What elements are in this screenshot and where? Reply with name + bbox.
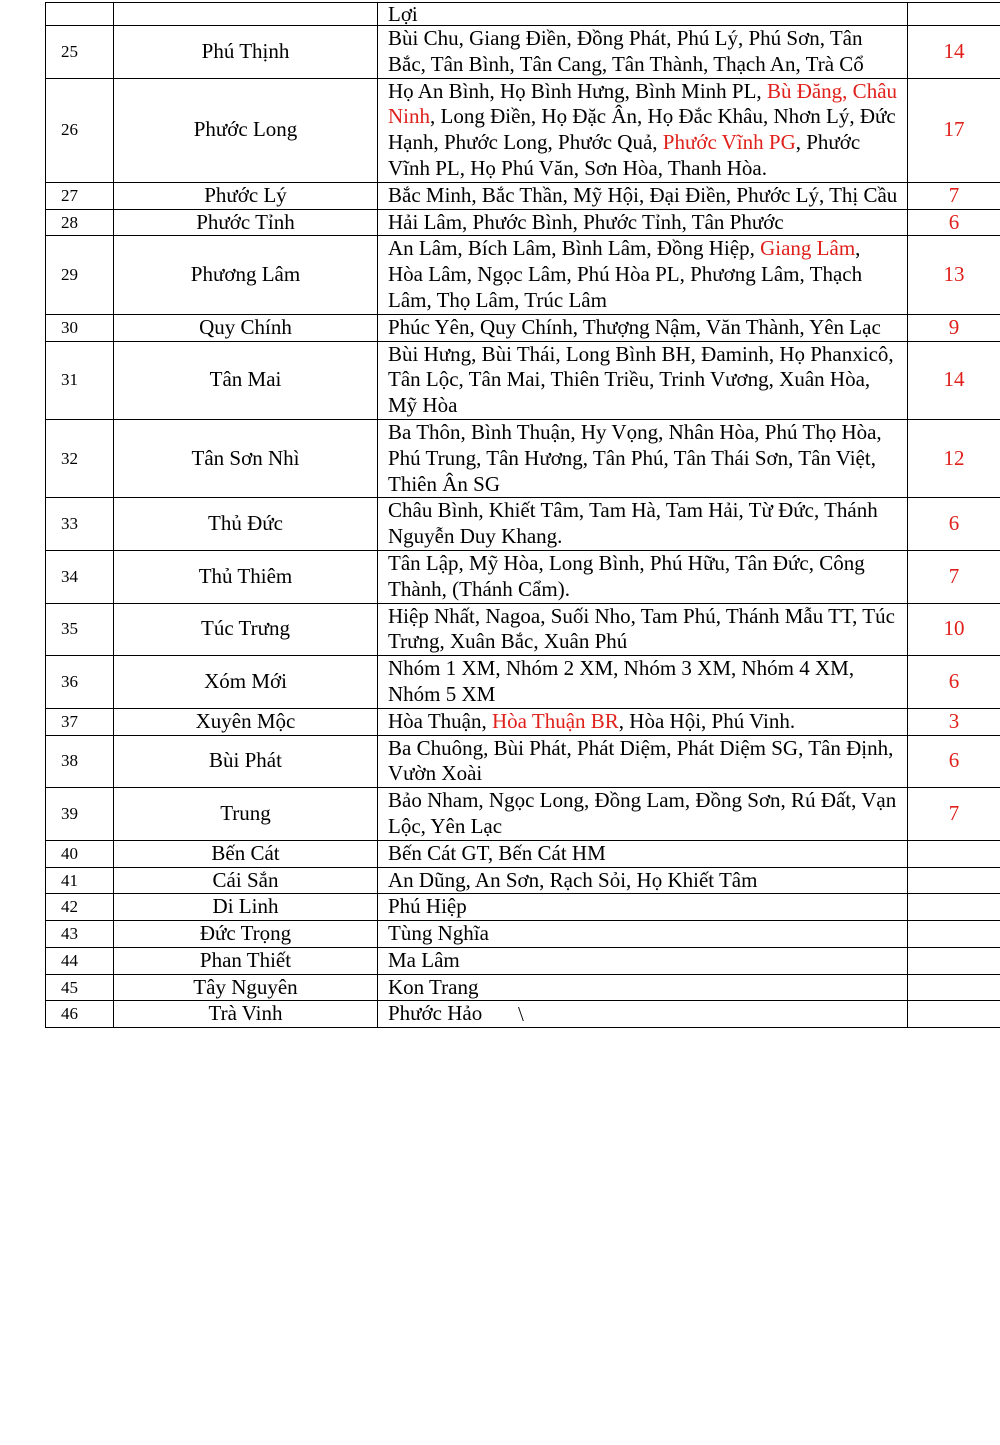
- parish-table-body: [46, 3, 1000, 1028]
- parish-list: [378, 78, 908, 182]
- parish-count: 7: [908, 550, 1000, 603]
- parish-text: Phúc Yên, Quy Chính, Thượng Nậm, Văn Thành, Yên Lạc: [388, 314, 881, 339]
- parish-list: [378, 788, 908, 841]
- row-number: 26: [46, 78, 114, 182]
- parish-text: , Phước Vĩnh PL, Họ Phú Văn, Sơn Hòa, Thanh Hòa.: [388, 130, 861, 180]
- parish-count: 6: [908, 735, 1000, 788]
- deanery-name: [114, 3, 378, 26]
- deanery-name: Cái Sắn: [114, 867, 378, 894]
- parish-list: [378, 498, 908, 551]
- parish-text: Ba Chuông, Bùi Phát, Phát Diệm, Phát Diệm SG, Tân Định, Vườn Xoài: [388, 735, 894, 786]
- parish-text: Hải Lâm, Phước Bình, Phước Tỉnh, Tân Phước: [388, 209, 784, 234]
- parish-text: Lợi: [388, 2, 418, 26]
- footer-mark: \: [518, 1002, 524, 1026]
- deanery-name: Túc Trưng: [114, 603, 378, 656]
- table-row: [46, 708, 1000, 735]
- parish-text: , Long Điền, Họ Đặc Ân, Họ Đắc Khâu, Nhơn Lý, Đức Hạnh, Phước Long, Phước Quả,: [388, 104, 896, 155]
- table-row: [46, 550, 1000, 603]
- deanery-name: Xuyên Mộc: [114, 708, 378, 735]
- row-number: 32: [46, 419, 114, 497]
- parish-list: [378, 209, 908, 236]
- parish-text: Hòa Thuận,: [388, 708, 493, 733]
- parish-list: [378, 314, 908, 341]
- table-row: [46, 867, 1000, 894]
- parish-text: Tùng Nghĩa: [388, 921, 489, 946]
- parish-count: 14: [908, 26, 1000, 79]
- row-number: 44: [46, 947, 114, 974]
- parish-count: 13: [908, 236, 1000, 314]
- parish-list: [378, 708, 908, 735]
- row-number: 29: [46, 236, 114, 314]
- table-row: [46, 236, 1000, 314]
- parish-list: [378, 974, 908, 1001]
- table-row: [46, 656, 1000, 709]
- parish-count: [908, 947, 1000, 974]
- table-row: [46, 26, 1000, 79]
- table-row: [46, 314, 1000, 341]
- deanery-name: Di Linh: [114, 894, 378, 921]
- deanery-name: Quy Chính: [114, 314, 378, 341]
- parish-highlight: Phước Vĩnh PG: [662, 130, 796, 155]
- parish-count: [908, 1001, 1000, 1028]
- table-row: [46, 921, 1000, 948]
- deanery-name: Bùi Phát: [114, 735, 378, 788]
- deanery-name: Phương Lâm: [114, 236, 378, 314]
- parish-count: [908, 3, 1000, 26]
- parish-count: 10: [908, 603, 1000, 656]
- parish-table: [45, 2, 1000, 1028]
- parish-count: 14: [908, 341, 1000, 419]
- row-number: 35: [46, 603, 114, 656]
- deanery-name: Xóm Mới: [114, 656, 378, 709]
- parish-text: An Dũng, An Sơn, Rạch Sỏi, Họ Khiết Tâm: [388, 867, 758, 892]
- row-number: 36: [46, 656, 114, 709]
- parish-list: [378, 947, 908, 974]
- parish-text: Ba Thôn, Bình Thuận, Hy Vọng, Nhân Hòa, Phú Thọ Hòa, Phú Trung, Tân Hương, Tân Phú, Tân Thái Sơn, Tân Việt, Thiên Ân SG: [388, 419, 882, 496]
- parish-list: [378, 419, 908, 497]
- table-row: [46, 974, 1000, 1001]
- parish-list: [378, 182, 908, 209]
- parish-list: [378, 735, 908, 788]
- table-row: [46, 3, 1000, 26]
- deanery-name: Trung: [114, 788, 378, 841]
- parish-list: [378, 894, 908, 921]
- table-row: [46, 735, 1000, 788]
- parish-count: 7: [908, 182, 1000, 209]
- parish-count: 12: [908, 419, 1000, 497]
- table-row: [46, 498, 1000, 551]
- deanery-name: Thủ Đức: [114, 498, 378, 551]
- table-row: [46, 947, 1000, 974]
- parish-text: Bắc Minh, Bắc Thần, Mỹ Hội, Đại Điền, Phước Lý, Thị Cầu: [388, 182, 898, 207]
- table-row: [46, 840, 1000, 867]
- table-row: [46, 788, 1000, 841]
- parish-count: 6: [908, 498, 1000, 551]
- parish-text: Phú Hiệp: [388, 894, 467, 919]
- parish-count: [908, 921, 1000, 948]
- parish-list: [378, 236, 908, 314]
- parish-count: 7: [908, 788, 1000, 841]
- parish-list: [378, 3, 908, 26]
- deanery-name: Phước Tỉnh: [114, 209, 378, 236]
- row-number: 33: [46, 498, 114, 551]
- parish-text: An Lâm, Bích Lâm, Bình Lâm, Đồng Hiệp,: [388, 236, 761, 261]
- deanery-name: Phước Long: [114, 78, 378, 182]
- deanery-name: Phước Lý: [114, 182, 378, 209]
- parish-count: 6: [908, 209, 1000, 236]
- parish-highlight: Bù Đăng, Châu Ninh: [388, 78, 898, 129]
- table-row: [46, 894, 1000, 921]
- deanery-name: Đức Trọng: [114, 921, 378, 948]
- table-row: [46, 603, 1000, 656]
- parish-text: Bến Cát GT, Bến Cát HM: [388, 840, 606, 865]
- parish-count: 17: [908, 78, 1000, 182]
- table-row: [46, 341, 1000, 419]
- table-row: [46, 182, 1000, 209]
- parish-text: Bùi Hưng, Bùi Thái, Long Bình BH, Đaminh, Họ Phanxicô, Tân Lộc, Tân Mai, Thiên Triều, Trinh Vương, Xuân Hòa, Mỹ Hòa: [388, 341, 894, 418]
- parish-text: Hiệp Nhất, Nagoa, Suối Nho, Tam Phú, Thánh Mẫu TT, Túc Trưng, Xuân Bắc, Xuân Phú: [388, 603, 895, 654]
- parish-count: 6: [908, 656, 1000, 709]
- row-number: 42: [46, 894, 114, 921]
- parish-count: [908, 867, 1000, 894]
- parish-count: 3: [908, 708, 1000, 735]
- parish-text: , Hòa Hội, Phú Vinh.: [618, 708, 796, 733]
- parish-text: Phước Hảo: [388, 1001, 483, 1026]
- deanery-name: Phú Thịnh: [114, 26, 378, 79]
- row-number: 27: [46, 182, 114, 209]
- parish-list: [378, 341, 908, 419]
- parish-list: [378, 840, 908, 867]
- row-number: 45: [46, 974, 114, 1001]
- row-number: 38: [46, 735, 114, 788]
- parish-list: [378, 656, 908, 709]
- parish-list: [378, 26, 908, 79]
- deanery-name: Tân Sơn Nhì: [114, 419, 378, 497]
- row-number: 40: [46, 840, 114, 867]
- table-row: [46, 78, 1000, 182]
- row-number: 43: [46, 921, 114, 948]
- parish-text: , Hòa Lâm, Ngọc Lâm, Phú Hòa PL, Phương Lâm, Thạch Lâm, Thọ Lâm, Trúc Lâm: [388, 236, 863, 312]
- parish-text: Họ An Bình, Họ Bình Hưng, Bình Minh PL,: [388, 78, 767, 103]
- parish-count: [908, 894, 1000, 921]
- parish-list: [378, 867, 908, 894]
- parish-count: [908, 974, 1000, 1001]
- table-row: [46, 419, 1000, 497]
- parish-count: [908, 840, 1000, 867]
- row-number: 30: [46, 314, 114, 341]
- parish-text: Tân Lập, Mỹ Hòa, Long Bình, Phú Hữu, Tân Đức, Công Thành, (Thánh Cẩm).: [388, 550, 865, 601]
- deanery-name: Tây Nguyên: [114, 974, 378, 1001]
- parish-text: Kon Trang: [388, 974, 479, 999]
- row-number: 31: [46, 341, 114, 419]
- parish-list: [378, 603, 908, 656]
- parish-highlight: Hòa Thuận BR: [492, 708, 619, 733]
- deanery-name: Trà Vinh: [114, 1001, 378, 1028]
- parish-text: Ma Lâm: [388, 947, 460, 972]
- row-number: 34: [46, 550, 114, 603]
- row-number: 25: [46, 26, 114, 79]
- row-number: [46, 3, 114, 26]
- row-number: 28: [46, 209, 114, 236]
- parish-text: Châu Bình, Khiết Tâm, Tam Hà, Tam Hải, Từ Đức, Thánh Nguyễn Duy Khang.: [388, 498, 878, 549]
- parish-list: [378, 921, 908, 948]
- table-row: [46, 209, 1000, 236]
- parish-text: Nhóm 1 XM, Nhóm 2 XM, Nhóm 3 XM, Nhóm 4 XM, Nhóm 5 XM: [388, 656, 855, 706]
- deanery-name: Thủ Thiêm: [114, 550, 378, 603]
- row-number: 37: [46, 708, 114, 735]
- parish-text: Bùi Chu, Giang Điền, Đồng Phát, Phú Lý, Phú Sơn, Tân Bắc, Tân Bình, Tân Cang, Tân Thành, Thạch An, Trà Cổ: [388, 26, 864, 76]
- deanery-name: Tân Mai: [114, 341, 378, 419]
- row-number: 46: [46, 1001, 114, 1028]
- parish-list: [378, 1001, 908, 1028]
- row-number: 41: [46, 867, 114, 894]
- parish-count: 9: [908, 314, 1000, 341]
- row-number: 39: [46, 788, 114, 841]
- parish-text: Bảo Nham, Ngọc Long, Đồng Lam, Đồng Sơn, Rú Đất, Vạn Lộc, Yên Lạc: [388, 788, 897, 838]
- deanery-name: Bến Cát: [114, 840, 378, 867]
- deanery-name: Phan Thiết: [114, 947, 378, 974]
- parish-list: [378, 550, 908, 603]
- parish-highlight: Giang Lâm: [760, 236, 856, 261]
